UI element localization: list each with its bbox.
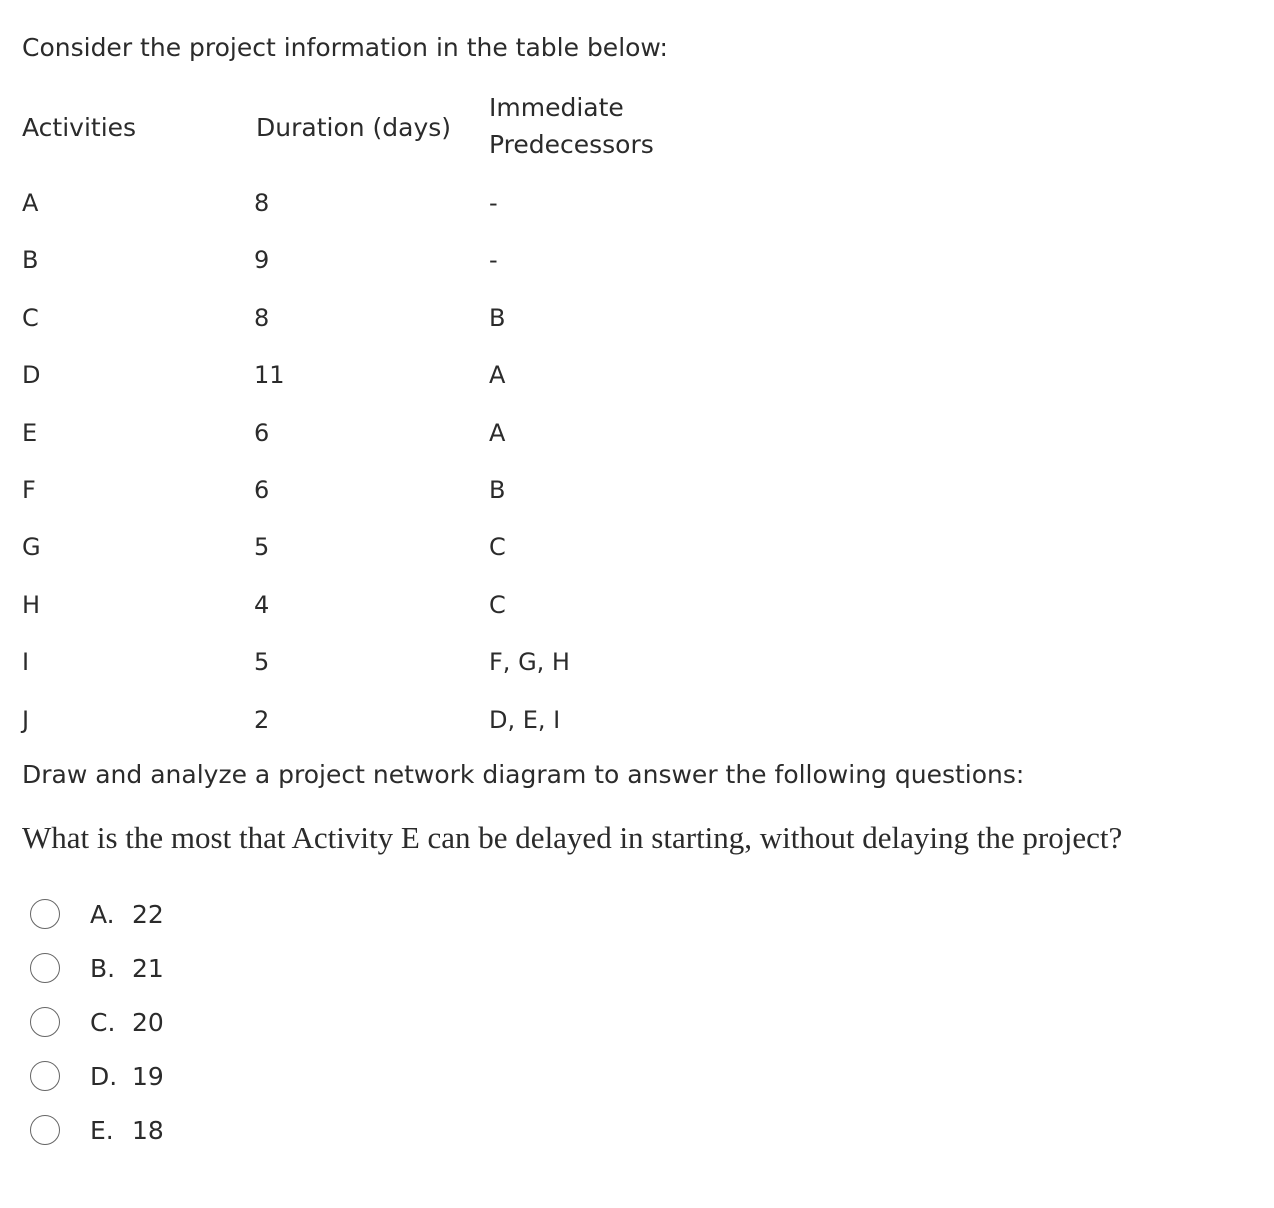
- option-letter: A.: [90, 899, 115, 929]
- duration-cell: 8: [254, 189, 270, 217]
- header-duration: Duration (days): [256, 113, 452, 142]
- duration-cell: 5: [254, 648, 270, 676]
- predecessors-cell: B: [489, 304, 506, 332]
- duration-cell: 2: [254, 706, 270, 734]
- predecessors-cell: A: [489, 361, 506, 389]
- activity-cell: B: [22, 246, 39, 274]
- table-row: [0, 590, 900, 620]
- activity-cell: F: [22, 476, 36, 504]
- activity-cell: A: [22, 189, 39, 217]
- header-activities: Activities: [22, 113, 137, 142]
- radio-button[interactable]: [30, 1061, 60, 1091]
- predecessors-cell: -: [489, 246, 498, 274]
- option-b[interactable]: [30, 951, 164, 985]
- activity-cell: J: [22, 706, 30, 734]
- activity-cell: D: [22, 361, 41, 389]
- predecessors-cell: D, E, I: [489, 706, 561, 734]
- predecessors-cell: C: [489, 533, 506, 561]
- header-predecessors: [489, 89, 654, 163]
- duration-cell: 4: [254, 591, 270, 619]
- option-value: 19: [132, 1061, 164, 1091]
- duration-cell: 6: [254, 476, 270, 504]
- activity-cell: E: [22, 419, 38, 447]
- predecessors-cell: A: [489, 419, 506, 447]
- predecessors-cell: C: [489, 591, 506, 619]
- duration-cell: 6: [254, 419, 270, 447]
- duration-cell: 9: [254, 246, 270, 274]
- option-d[interactable]: [30, 1059, 164, 1093]
- option-a[interactable]: [30, 897, 164, 931]
- table-row: [0, 705, 900, 735]
- table-row: [0, 418, 900, 448]
- header-predecessors-line2: Predecessors: [489, 130, 654, 159]
- option-letter: D.: [90, 1061, 118, 1091]
- duration-cell: 8: [254, 304, 270, 332]
- header-predecessors-line1: Immediate: [489, 93, 624, 122]
- table-row: [0, 360, 900, 390]
- table-row: [0, 188, 900, 218]
- option-letter: B.: [90, 953, 116, 983]
- table-row: [0, 303, 900, 333]
- option-e[interactable]: [30, 1113, 164, 1147]
- table-row: [0, 647, 900, 677]
- question-text: What is the most that Activity E can be delayed in starting, without delaying the project?: [22, 820, 1123, 855]
- predecessors-cell: -: [489, 189, 498, 217]
- option-value: 20: [132, 1007, 164, 1037]
- radio-button[interactable]: [30, 953, 60, 983]
- duration-cell: 11: [254, 361, 285, 389]
- radio-button[interactable]: [30, 1007, 60, 1037]
- option-value: 21: [132, 953, 164, 983]
- option-letter: E.: [90, 1115, 114, 1145]
- duration-cell: 5: [254, 533, 270, 561]
- option-value: 22: [132, 899, 164, 929]
- activity-cell: H: [22, 591, 41, 619]
- table-row: [0, 532, 900, 562]
- activity-cell: I: [22, 648, 30, 676]
- activity-cell: G: [22, 533, 41, 561]
- predecessors-cell: F, G, H: [489, 648, 570, 676]
- activity-cell: C: [22, 304, 39, 332]
- option-value: 18: [132, 1115, 164, 1145]
- radio-button[interactable]: [30, 1115, 60, 1145]
- table-row: [0, 245, 900, 275]
- predecessors-cell: B: [489, 476, 506, 504]
- option-letter: C.: [90, 1007, 116, 1037]
- radio-button[interactable]: [30, 899, 60, 929]
- table-row: [0, 475, 900, 505]
- option-c[interactable]: [30, 1005, 164, 1039]
- intro-text: Consider the project information in the table below:: [22, 33, 668, 62]
- instruction-text: Draw and analyze a project network diagram to answer the following questions:: [22, 760, 1025, 789]
